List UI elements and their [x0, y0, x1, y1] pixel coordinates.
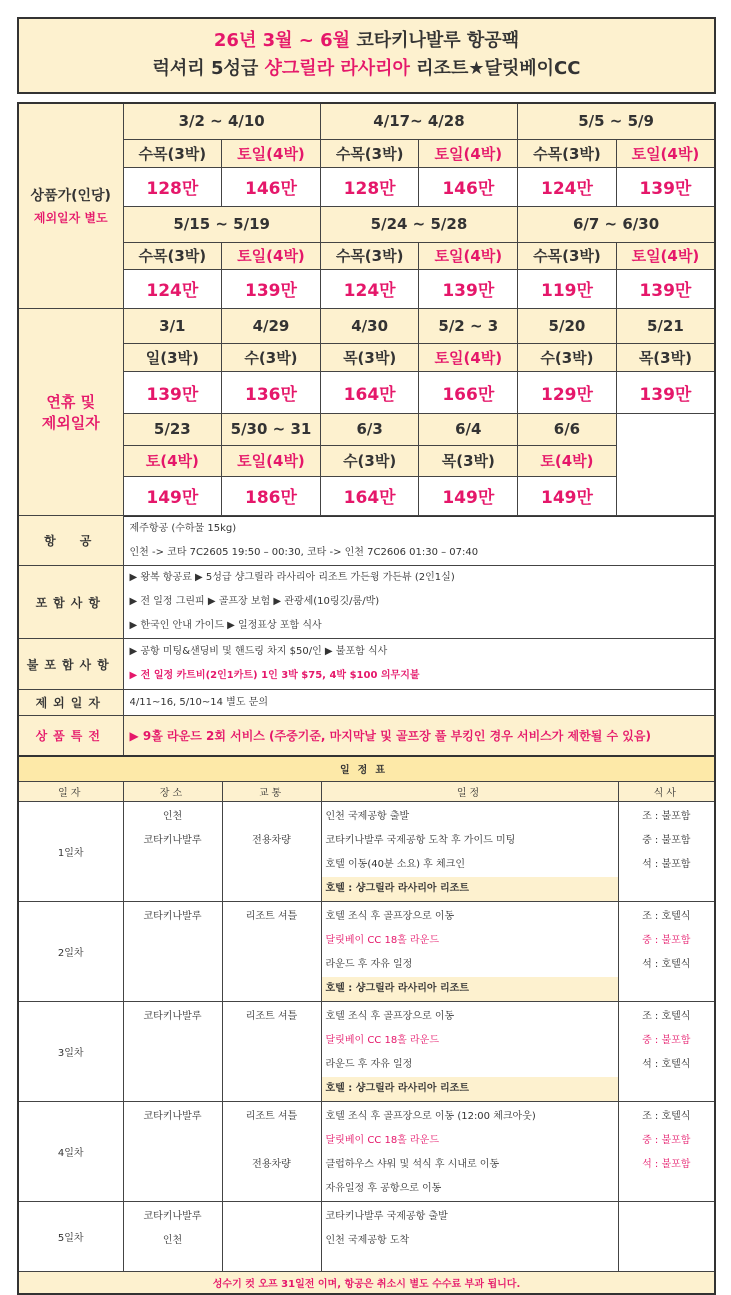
flight-label: 항 공: [18, 516, 123, 566]
holiday-day-cell: 목(3박): [419, 445, 518, 476]
itinerary-cell: [321, 901, 618, 1001]
meals-cell: [618, 1201, 715, 1271]
day-cell: 수목(3박): [518, 242, 617, 269]
day-label: 5일차: [18, 1201, 123, 1271]
schedule-header-cell: 일자: [18, 781, 123, 801]
schedule-table: [17, 755, 716, 1295]
itinerary-line: 호텔 조식 후 골프장으로 이동 (12:00 체크아웃): [325, 1110, 536, 1122]
period-cell: 5/5 ~ 5/9: [518, 103, 715, 139]
section1-sublabel: 제외일자 별도: [33, 211, 108, 226]
place-line: 코타키나발루: [143, 834, 202, 846]
place-line: 코타키나발루: [143, 1010, 202, 1022]
meal-line: 중 : 불포함: [642, 1034, 691, 1046]
holiday-price-cell: 149만: [419, 476, 518, 516]
benefit-value: ▶ 9홀 라운드 2회 서비스 (주중기준, 마지막날 및 골프장 풀 부킹인 경우 서비스가 제한될 수 있음): [123, 716, 715, 757]
transport-cell: [222, 1001, 321, 1101]
info-table: [17, 515, 716, 758]
holiday-day-cell: 수(3박): [222, 343, 321, 371]
itinerary-line: 호텔 : 샹그릴라 라사리아 리조트: [322, 1077, 618, 1101]
day-cell: 토일(4박): [222, 139, 321, 167]
transport-line: [223, 805, 321, 829]
flight-row: [18, 516, 715, 566]
place-cell: [123, 901, 222, 1001]
meal-line: 석 : 불포함: [642, 858, 691, 870]
holiday-date-cell: 6/3: [320, 413, 419, 445]
price-cell: 119만: [518, 269, 617, 308]
schedule-footer-row: [18, 1271, 715, 1294]
itinerary-line: 달릿베이 CC 18홀 라운드: [325, 934, 440, 946]
price-row: [18, 269, 715, 308]
period-cell: 5/15 ~ 5/19: [123, 206, 320, 242]
place-line: 코타키나발루: [143, 1210, 202, 1222]
excluded-dates-label: 제외일자: [18, 690, 123, 716]
day-label: 4일차: [18, 1101, 123, 1201]
title-line-1: 26년 3월 ~ 6월 코타키나발루 항공팩: [213, 30, 520, 51]
holiday-day-cell: 일(3박): [123, 343, 222, 371]
holiday-date-cell: 4/29: [222, 308, 321, 343]
itinerary-cell: [321, 1201, 618, 1271]
excluded-dates-row: [18, 690, 715, 716]
schedule-header-cell: 식사: [618, 781, 715, 801]
holiday-day-row: [18, 343, 715, 371]
meal-line: 조 : 호텔식: [642, 910, 691, 922]
schedule-day-row: [18, 1101, 715, 1201]
holiday-date-cell: 5/30 ~ 31: [222, 413, 321, 445]
included-line: ▶ 한국인 안내 가이드 ▶ 일정표상 포함 식사: [129, 620, 322, 631]
price-cell: 139만: [616, 167, 715, 206]
transport-cell: [222, 1201, 321, 1271]
holiday-date-cell: 5/21: [616, 308, 715, 343]
itinerary-line: 달릿베이 CC 18홀 라운드: [325, 1134, 440, 1146]
schedule-header-row: [18, 781, 715, 801]
period-cell: 4/17~ 4/28: [320, 103, 517, 139]
period-cell: 5/24 ~ 5/28: [320, 206, 517, 242]
section2-label: [18, 308, 123, 516]
transport-line: 리조트 셔틀: [245, 1110, 298, 1122]
schedule-title-row: [18, 756, 715, 781]
holiday-price-cell: 129만: [518, 371, 617, 413]
period-row: [18, 206, 715, 242]
transport-line: 리조트 셔틀: [245, 1010, 298, 1022]
holiday-date-cell: 3/1: [123, 308, 222, 343]
itinerary-line: 라운드 후 자유 일정: [325, 1058, 413, 1070]
holiday-price-row: [18, 476, 715, 516]
excluded-dates-value: 4/11~16, 5/10~14 별도 문의: [123, 690, 715, 716]
place-line: 인천: [162, 810, 183, 822]
holiday-price-cell: 186만: [222, 476, 321, 516]
transport-cell: [222, 1101, 321, 1201]
meal-line: 중 : 불포함: [642, 834, 691, 846]
meal-line: 조 : 호텔식: [642, 1010, 691, 1022]
price-cell: 124만: [123, 269, 222, 308]
included-label: 포함사항: [18, 566, 123, 639]
day-label: 2일차: [18, 901, 123, 1001]
included-line: ▶ 전 일정 그린피 ▶ 골프장 보험 ▶ 관광세(10링깃/룸/박): [129, 596, 380, 607]
section1-title: 상품가(인당): [30, 188, 111, 205]
holiday-price-cell: 139만: [123, 371, 222, 413]
holiday-date-cell: 6/6: [518, 413, 617, 445]
itinerary-line: 코타키나발루 국제공항 출발: [325, 1210, 448, 1222]
included-row: [18, 566, 715, 639]
schedule-header-cell: 교통: [222, 781, 321, 801]
day-cell: 토일(4박): [616, 242, 715, 269]
itinerary-line: 호텔 조식 후 골프장으로 이동: [325, 1010, 455, 1022]
meal-line: 석 : 호텔식: [642, 958, 691, 970]
excluded-line: ▶ 공항 미팅&샌딩비 및 핸드링 차지 $50/인 ▶ 불포함 식사: [129, 646, 388, 657]
day-cell: 수목(3박): [320, 139, 419, 167]
day-cell: 토일(4박): [616, 139, 715, 167]
holiday-price-cell: 149만: [518, 476, 617, 516]
holiday-price-cell: 164만: [320, 476, 419, 516]
price-cell: 139만: [616, 269, 715, 308]
holiday-day-row: [18, 445, 715, 476]
empty-cell: [616, 413, 715, 516]
meal-line: 석 : 불포함: [642, 1158, 691, 1170]
excluded-row: [18, 639, 715, 690]
itinerary-line: 자유일정 후 공항으로 이동: [325, 1182, 442, 1194]
itinerary-line: 코타키나발루 국제공항 도착 후 가이드 미팅: [325, 834, 516, 846]
itinerary-line: 클럽하우스 샤워 및 석식 후 시내로 이동: [325, 1158, 500, 1170]
meal-line: 조 : 불포함: [642, 810, 691, 822]
price-cell: 139만: [222, 269, 321, 308]
day-cell: 수목(3박): [518, 139, 617, 167]
holiday-date-cell: 5/20: [518, 308, 617, 343]
meal-line: 중 : 불포함: [642, 934, 691, 946]
price-cell: 124만: [518, 167, 617, 206]
place-cell: [123, 1101, 222, 1201]
transport-line: 리조트 셔틀: [245, 910, 298, 922]
price-cell: 128만: [123, 167, 222, 206]
day-cell: 토일(4박): [419, 139, 518, 167]
meals-cell: [618, 801, 715, 901]
meal-line: 조 : 호텔식: [642, 1110, 691, 1122]
place-cell: [123, 801, 222, 901]
price-cell: 139만: [419, 269, 518, 308]
itinerary-cell: [321, 1001, 618, 1101]
day-cell: 토일(4박): [222, 242, 321, 269]
schedule-footer-note: 성수기 컷 오프 31일전 이며, 항공은 취소시 별도 수수료 부과 됩니다.: [18, 1271, 715, 1294]
transport-cell: [222, 801, 321, 901]
itinerary-line: 인천 국제공항 도착: [325, 1234, 410, 1246]
day-label: 1일차: [18, 801, 123, 901]
flight-line: 제주항공 (수하물 15kg): [129, 522, 237, 534]
price-cell: 146만: [222, 167, 321, 206]
meals-cell: [618, 901, 715, 1001]
price-table: [17, 102, 716, 517]
price-row: [18, 167, 715, 206]
day-cell: 수목(3박): [123, 139, 222, 167]
title-line-2: 럭셔리 5성급 샹그릴라 라사리아 리조트★달릿베이CC: [152, 58, 581, 79]
meal-line: 석 : 호텔식: [642, 1058, 691, 1070]
schedule-day-row: [18, 1001, 715, 1101]
price-cell: 146만: [419, 167, 518, 206]
price-cell: 128만: [320, 167, 419, 206]
transport-cell: [222, 901, 321, 1001]
itinerary-line: 달릿베이 CC 18홀 라운드: [325, 1034, 440, 1046]
day-row: [18, 242, 715, 269]
holiday-date-row: [18, 308, 715, 343]
flight-line: 인천 -> 코타 7C2605 19:50 – 00:30, 코타 -> 인천 7C2606 01:30 – 07:40: [129, 546, 479, 558]
holiday-price-cell: 166만: [419, 371, 518, 413]
schedule-title: 일정표: [18, 756, 715, 781]
holiday-day-cell: 수(3박): [320, 445, 419, 476]
section2-label-2: 제외일자: [41, 413, 100, 432]
day-label: 3일차: [18, 1001, 123, 1101]
place-line: 인천: [162, 1234, 183, 1246]
place-line: 코타키나발루: [143, 1110, 202, 1122]
itinerary-line: 호텔 : 샹그릴라 라사리아 리조트: [322, 877, 618, 901]
itinerary-cell: [321, 801, 618, 901]
schedule-header-cell: 장소: [123, 781, 222, 801]
holiday-day-cell: 목(3박): [616, 343, 715, 371]
place-cell: [123, 1001, 222, 1101]
section2-label-1: 연휴 및: [46, 392, 96, 411]
itinerary-cell: [321, 1101, 618, 1201]
meals-cell: [618, 1101, 715, 1201]
holiday-price-row: [18, 371, 715, 413]
itinerary-line: 호텔 이동(40분 소요) 후 체크인: [325, 858, 466, 870]
schedule-day-row: [18, 801, 715, 901]
day-cell: 수목(3박): [123, 242, 222, 269]
schedule-day-row: [18, 1201, 715, 1271]
day-cell: 토일(4박): [419, 242, 518, 269]
holiday-day-cell: 토일(4박): [222, 445, 321, 476]
transport-line: 전용차량: [252, 834, 291, 846]
excluded-line: ▶ 전 일정 카트비(2인1카트) 1인 3박 $75, 4박 $100 의무지불: [129, 670, 420, 681]
excluded-label: 불포함사항: [18, 639, 123, 690]
day-cell: 수목(3박): [320, 242, 419, 269]
place-cell: [123, 1201, 222, 1271]
benefit-label: 상품특전: [18, 716, 123, 757]
transport-line: 전용차량: [252, 1158, 291, 1170]
holiday-date-row: [18, 413, 715, 445]
section1-label: [18, 103, 123, 308]
period-cell: 6/7 ~ 6/30: [518, 206, 715, 242]
holiday-day-cell: 목(3박): [320, 343, 419, 371]
schedule-day-row: [18, 901, 715, 1001]
holiday-date-cell: 5/2 ~ 3: [419, 308, 518, 343]
title-banner: [17, 17, 716, 94]
period-cell: 3/2 ~ 4/10: [123, 103, 320, 139]
holiday-date-cell: 4/30: [320, 308, 419, 343]
itinerary-line: 인천 국제공항 출발: [325, 810, 410, 822]
period-row: [18, 103, 715, 139]
holiday-day-cell: 토(4박): [518, 445, 617, 476]
holiday-day-cell: 토(4박): [123, 445, 222, 476]
holiday-day-cell: 수(3박): [518, 343, 617, 371]
holiday-day-cell: 토일(4박): [419, 343, 518, 371]
itinerary-line: 라운드 후 자유 일정: [325, 958, 413, 970]
itinerary-line: 호텔 조식 후 골프장으로 이동: [325, 910, 455, 922]
holiday-date-cell: 5/23: [123, 413, 222, 445]
holiday-price-cell: 164만: [320, 371, 419, 413]
meals-cell: [618, 1001, 715, 1101]
benefit-row: [18, 716, 715, 757]
schedule-header-cell: 일정: [321, 781, 618, 801]
included-line: ▶ 왕복 항공료 ▶ 5성급 샹그릴라 라사리아 리조트 가든윙 가든뷰 (2인1실): [129, 572, 455, 583]
transport-line: [223, 1129, 321, 1153]
meal-line: 중 : 불포함: [642, 1134, 691, 1146]
place-line: 코타키나발루: [143, 910, 202, 922]
holiday-price-cell: 139만: [616, 371, 715, 413]
holiday-price-cell: 149만: [123, 476, 222, 516]
day-row: [18, 139, 715, 167]
holiday-price-cell: 136만: [222, 371, 321, 413]
price-cell: 124만: [320, 269, 419, 308]
itinerary-line: 호텔 : 샹그릴라 라사리아 리조트: [322, 977, 618, 1001]
holiday-date-cell: 6/4: [419, 413, 518, 445]
